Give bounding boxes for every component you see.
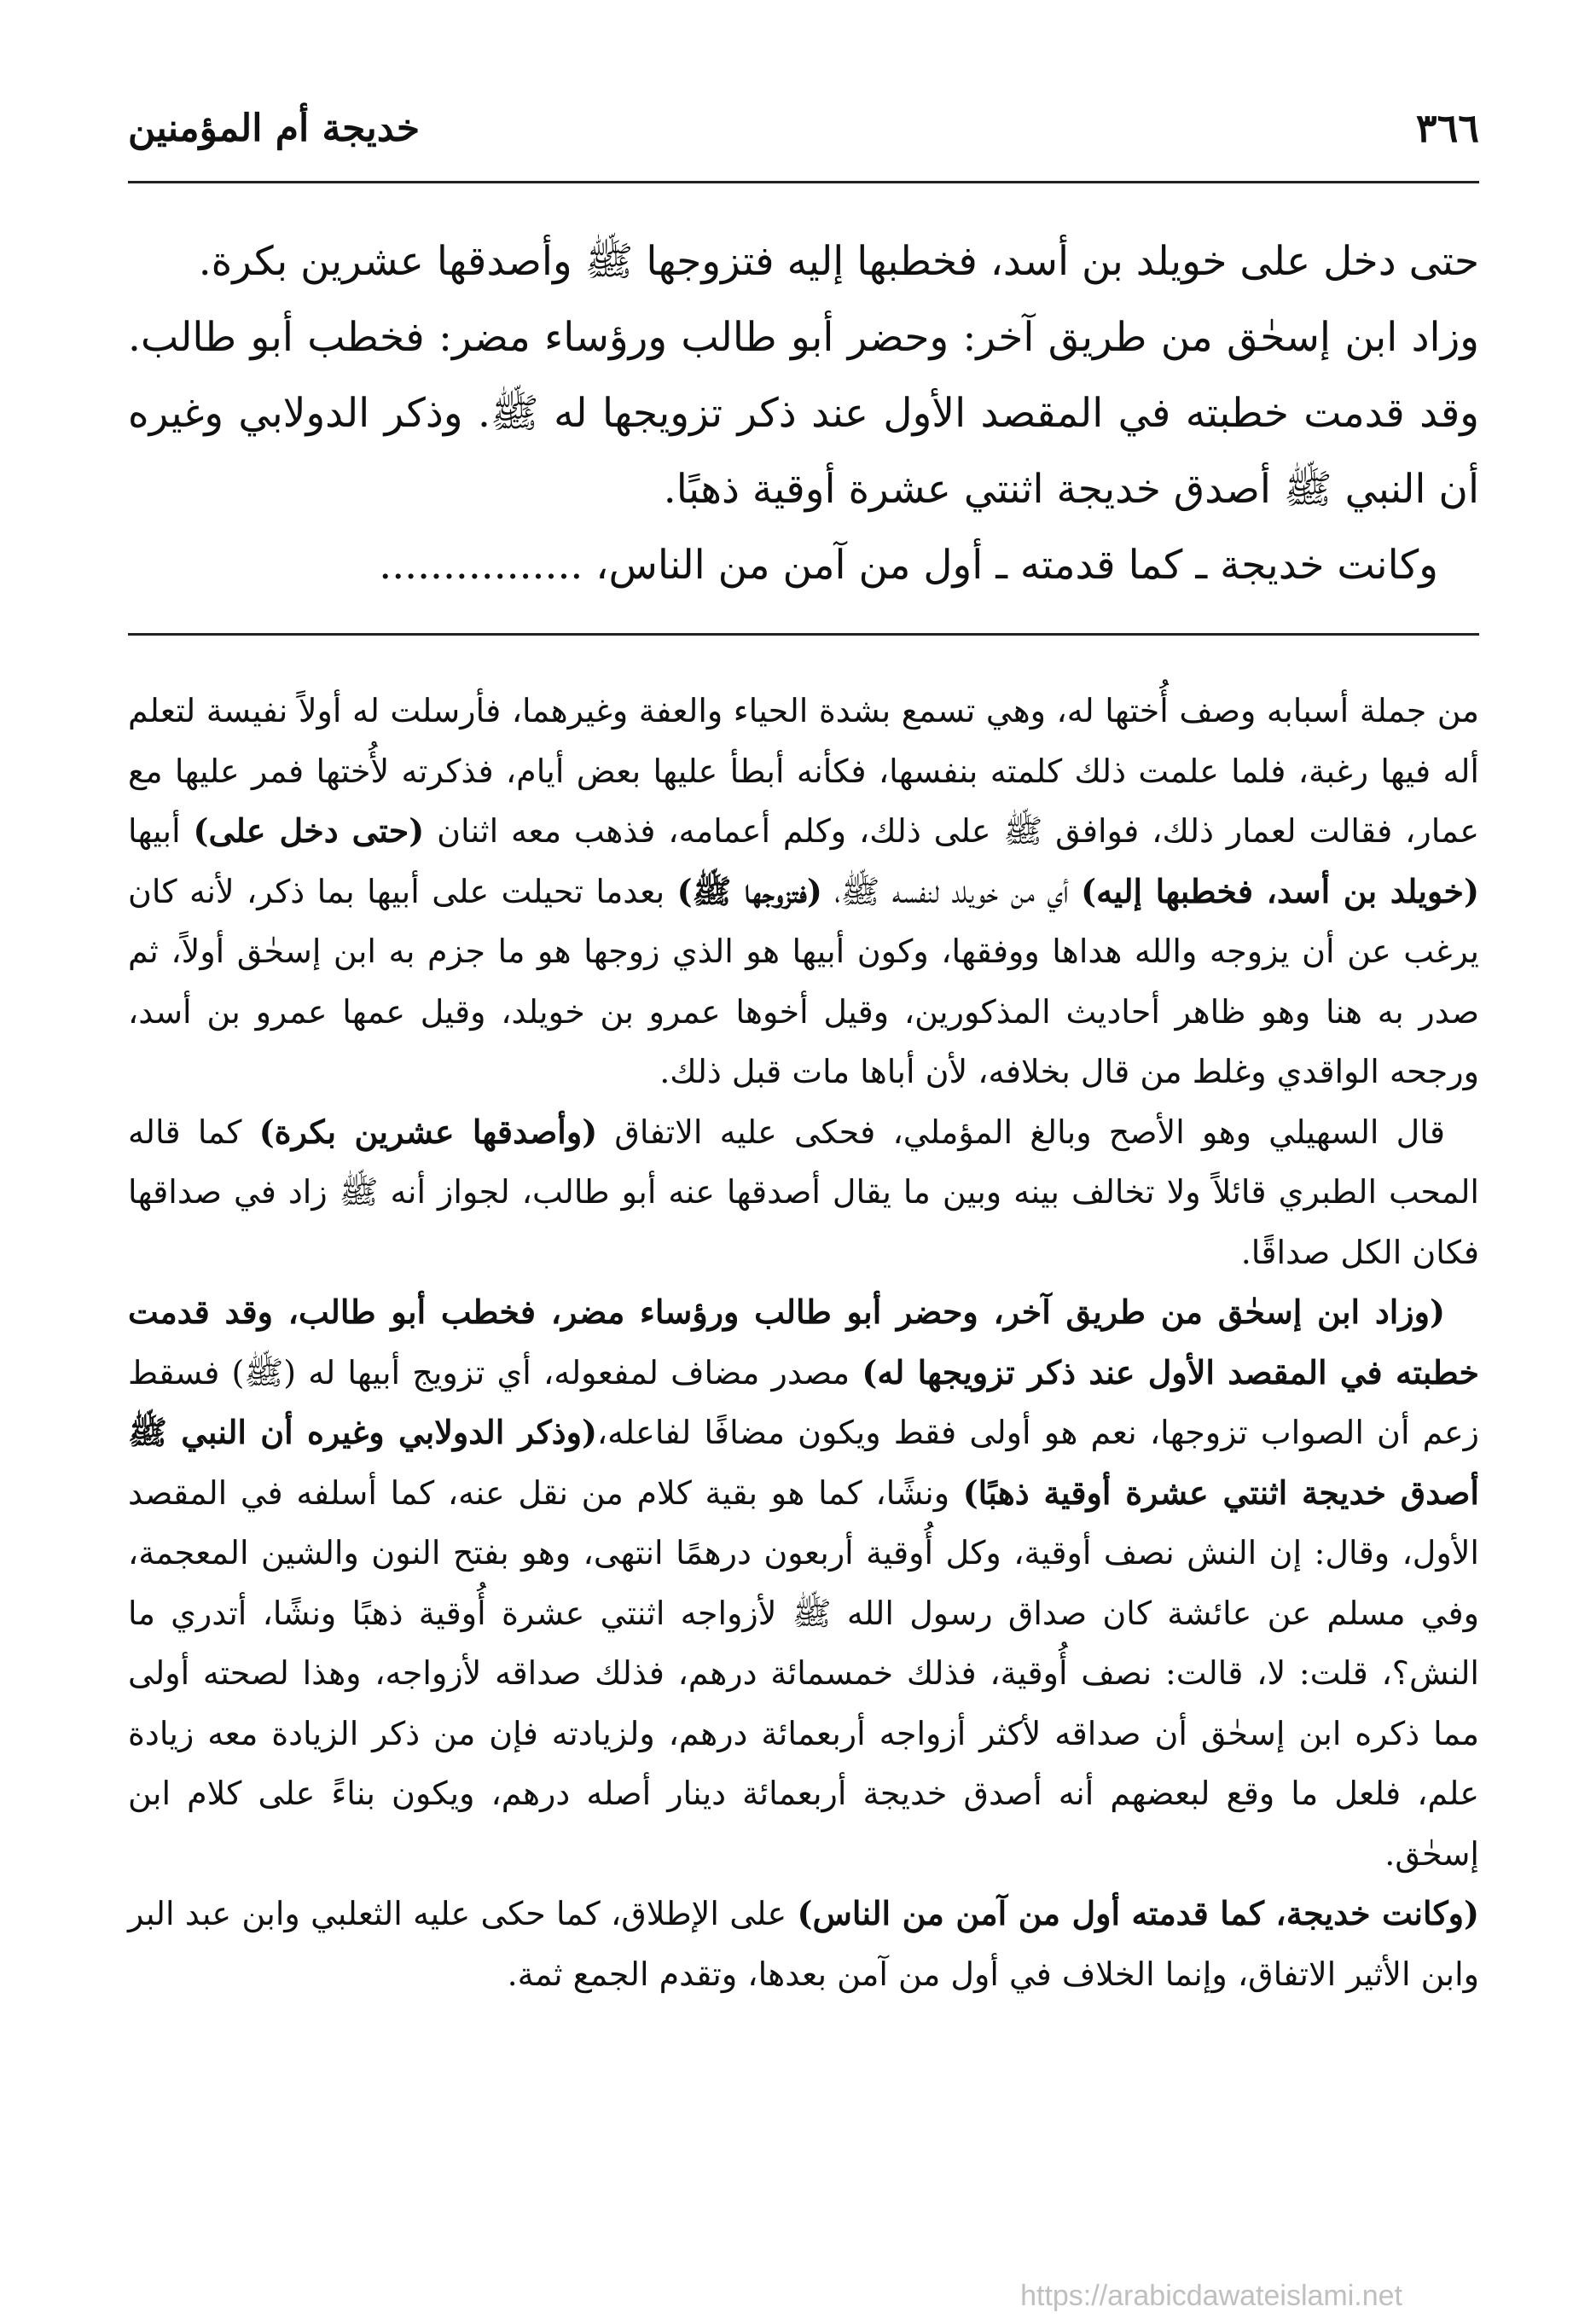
- main-text-paragraph-1: حتى دخل على خويلد بن أسد، فخطبها إليه فتزوجها ﷺ وأصدقها عشرين بكرة.: [198, 238, 1479, 285]
- commentary-run: كما قاله المحب الطبري قائلاً ولا تخالف بينه وبين ما يقال أصدقها عنه أبو طالب، لجواز أنه ﷺ زاد في صداقها فكان الكل صداقًا.: [128, 1113, 1479, 1271]
- page-header: [128, 102, 1479, 154]
- commentary-run: بعدما تحيلت على أبيها بما ذكر، لأنه كان يرغب عن أن يزوجه والله هداها ووفقها، وكون أبيها هو الذي زوجها هو ما جزم به ابن إسحٰق أولاً، ثم صدر به هنا وهو ظاهر أحاديث المذكورين، وقيل أخوها عمرو بن خويلد، وقيل عمها عمرو بن أسد، ورجحه الواقدي وغلط من قال بخلافه، لأن أباها مات قبل ذلك.: [128, 872, 1479, 1090]
- main-text-paragraph-2: وزاد ابن إسحٰق من طريق آخر: وحضر أبو طالب ورؤساء مضر: فخطب أبو طالب. وقد قدمت خطبته في المقصد الأول عند ذكر تزويجها له ﷺ. وذكر الدولابي وغيره أن النبي ﷺ أصدق خديجة اثنتي عشرة أوقية ذهبًا.: [128, 314, 1479, 513]
- quoted-main-text: (فتزوجها ﷺ): [676, 871, 822, 910]
- running-title: خديجة أم المؤمنين: [128, 106, 421, 150]
- commentary-paragraph-3: [128, 1282, 1479, 1884]
- quoted-main-text: (وذكر الدولابي وغيره أن النبي ﷺ أصدق خديجة اثنتي عشرة أوقية ذهبًا): [128, 1413, 1479, 1512]
- main-text-paragraph-3: [128, 527, 1479, 603]
- commentary-run: على الإطلاق، كما حكى عليه الثعلبي وابن عبد البر وابن الأثير الاتفاق، وإنما الخلاف في أول من آمن بعدها، وتقدم الجمع ثمة.: [128, 1895, 1479, 1993]
- watermark-url: https://arabicdawateislami.net: [1020, 2280, 1402, 2312]
- quoted-main-text: (خويلد بن أسد، فخطبها إليه): [1081, 871, 1479, 910]
- page-number: ٣٦٦: [1415, 105, 1479, 151]
- quoted-main-text: (وأصدقها عشرين بكرة): [258, 1112, 598, 1151]
- commentary-paragraph-4: [128, 1884, 1479, 2004]
- commentary-run: مصدر مضاف لمفعوله، أي تزويج أبيها له (ﷺ) فسقط زعم أن الصواب تزوجها، نعم هو أولى فقط ويكون مضافًا لفاعله،: [128, 1353, 1479, 1451]
- main-text: [128, 224, 1479, 603]
- commentary-run: ونشًا، كما هو بقية كلام من نقل عنه، كما أسلفه في المقصد الأول، وقال: إن النش نصف أوقية، وكل أُوقية أربعون درهمًا انتهى، وهو بفتح النون والشين المعجمة، وفي مسلم عن عائشة كان صداق رسول الله ﷺ لأزواجه اثنتي عشرة أُوقية ذهبًا ونشًا، أتدري ما النش؟، قلت: لا، قالت: نصف أُوقية، فذلك خمسمائة درهم، فذلك صداقه لأزواجه، وهذا لصحته أولى مما ذكره ابن إسحٰق أن صداقه لأكثر أزواجه أربعمائة درهم، ولزيادته فإن من ذكر الزيادة معه زيادة علم، فلعل ما وقع لبعضهم أنه أصدق خديجة أربعمائة دينار أصله درهم، ويكون بناءً على كلام ابن إسحٰق.: [128, 1473, 1479, 1873]
- quoted-main-text: (وكانت خديجة، كما قدمته أول من آمن من الناس): [797, 1894, 1479, 1932]
- main-text-paragraph-3-text: وكانت خديجة ـ كما قدمته ـ أول من آمن من الناس،: [595, 542, 1438, 589]
- quoted-main-text: (وزاد ابن إسحٰق من طريق آخر، وحضر أبو طالب ورؤساء مضر، فخطب أبو طالب، وقد قدمت خطبته في المقصد الأول عند ذكر تزويجها له): [128, 1293, 1479, 1391]
- commentary-run: أي من خويلد لنفسه ﷺ،: [821, 872, 1082, 910]
- header-rule: [128, 181, 1479, 183]
- quoted-main-text: (حتى دخل على): [193, 811, 425, 850]
- separator-rule: [128, 633, 1479, 636]
- commentary-run: قال السهيلي وهو الأصح وبالغ المؤملي، فحكى عليه الاتفاق: [597, 1113, 1445, 1151]
- commentary-run: من جملة أسبابه وصف أُختها له، وهي تسمع بشدة الحياء والعفة وغيرهما، فأرسلت له أولاً نفيسة لتعلم أله فيها رغبة، فلما علمت ذلك كلمته بنفسها، فكأنه أبطأ عليها بعض أيام، فذكرته لأُختها فمر عليها مع عمار، فقالت لعمار ذلك، فوافق ﷺ على ذلك، وكلم أعمامه، فذهب معه اثنان: [128, 692, 1479, 850]
- commentary-text: [128, 681, 1479, 2004]
- commentary-paragraph-1: [128, 681, 1479, 1102]
- commentary-run: أبيها: [128, 812, 194, 850]
- commentary-paragraph-2: [128, 1102, 1479, 1283]
- ellipsis-dots: ................: [379, 542, 583, 589]
